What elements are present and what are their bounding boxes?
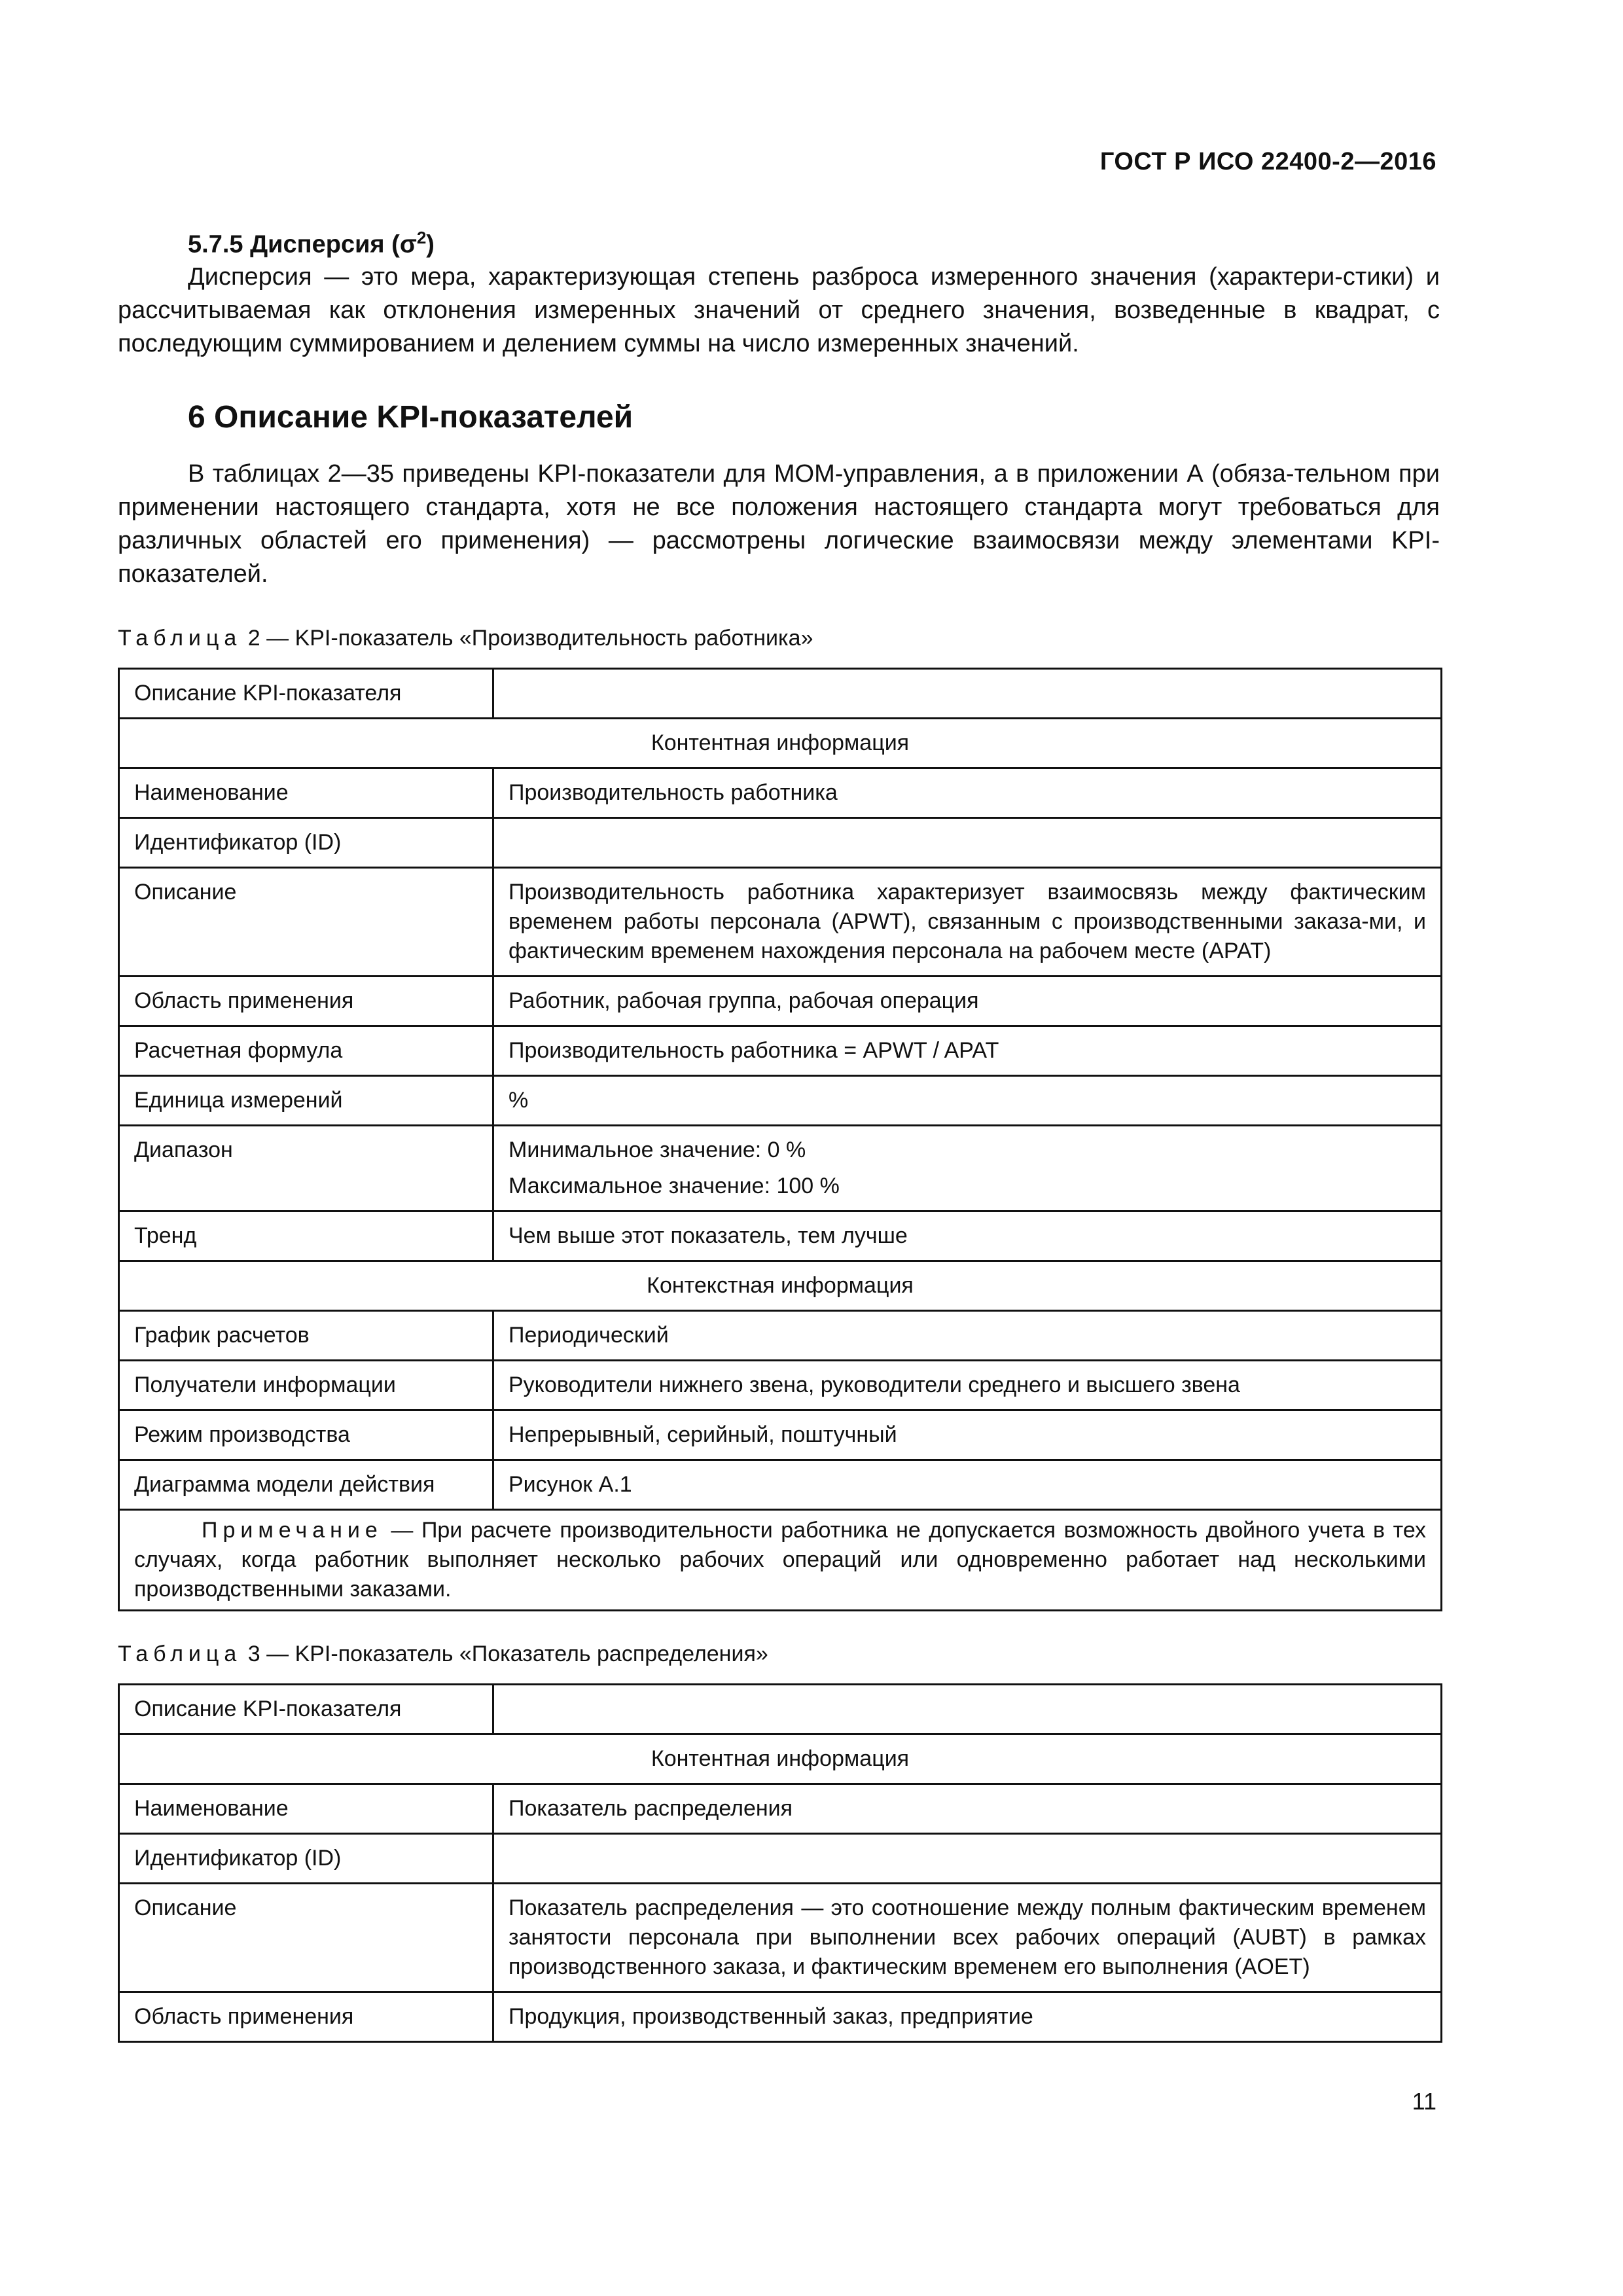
row-label: Описание KPI-показателя — [119, 1685, 493, 1734]
table-row — [119, 719, 1442, 768]
row-label: Диапазон — [119, 1126, 493, 1211]
row-value: Производительность работника характеризует взаимосвязь между фактическим временем работы персонала (APWT), связанным с производственными заказа-ми, и фактическим временем нахождения персонала на рабочем месте (APAT) — [493, 868, 1442, 977]
table-row — [119, 1460, 1442, 1510]
row-label: Режим производства — [119, 1410, 493, 1460]
row-value: Показатель распределения — [493, 1784, 1442, 1834]
section-6 — [118, 399, 1440, 591]
section-6-text: В таблицах 2—35 приведены KPI-показатели для MOM-управления, а в приложении А (обяза-тельном при применении настоящего стандарта, хотя не все положения настоящего стандарта могут требоваться для различных областей его применения) — рассмотрены логические взаимосвязи между элементами KPI-показателей. — [118, 460, 1440, 588]
table-row — [119, 669, 1442, 719]
row-value: Периодический — [493, 1311, 1442, 1361]
table-row — [119, 1734, 1442, 1784]
page-number: 11 — [1412, 2088, 1436, 2115]
row-label: Область применения — [119, 977, 493, 1026]
section-5-7-5 — [118, 228, 1440, 361]
row-label: Описание — [119, 1884, 493, 1992]
standard-header: ГОСТ Р ИСО 22400-2—2016 — [1099, 148, 1436, 175]
table-row — [119, 1126, 1442, 1211]
row-value — [493, 669, 1442, 719]
table-note — [119, 1510, 1442, 1611]
row-label: Получатели информации — [119, 1361, 493, 1410]
row-label: Область применения — [119, 1992, 493, 2042]
row-value: Работник, рабочая группа, рабочая операция — [493, 977, 1442, 1026]
table-row — [119, 1884, 1442, 1992]
range-max: Максимальное значение: 100 % — [508, 1174, 840, 1198]
table-row — [119, 818, 1442, 868]
section-row-context-info: Контекстная информация — [119, 1261, 1442, 1311]
row-value: Руководители нижнего звена, руководители среднего и высшего звена — [493, 1361, 1442, 1410]
row-value: Продукция, производственный заказ, предприятие — [493, 1992, 1442, 2042]
table-row — [119, 1311, 1442, 1361]
row-value — [493, 1126, 1442, 1211]
row-label: Наименование — [119, 1784, 493, 1834]
table-row — [119, 1076, 1442, 1126]
row-value: % — [493, 1076, 1442, 1126]
row-value: Непрерывный, серийный, поштучный — [493, 1410, 1442, 1460]
row-label: Описание KPI-показателя — [119, 669, 493, 719]
row-label: Идентификатор (ID) — [119, 818, 493, 868]
row-value: Чем выше этот показатель, тем лучше — [493, 1211, 1442, 1261]
table-2-caption: Таблица 2 — KPI-показатель «Производительность работника» — [118, 626, 813, 651]
note-label: Примечание — [202, 1518, 383, 1543]
table-row — [119, 868, 1442, 977]
section-6-title: 6 Описание KPI-показателей — [188, 400, 633, 435]
table-row — [119, 1361, 1442, 1410]
table-row — [119, 1026, 1442, 1076]
range-min: Минимальное значение: 0 % — [508, 1138, 806, 1162]
row-value — [493, 1685, 1442, 1734]
row-value: Производительность работника — [493, 768, 1442, 818]
row-label: Идентификатор (ID) — [119, 1834, 493, 1884]
table-3-caption: Таблица 3 — KPI-показатель «Показатель распределения» — [118, 1641, 768, 1666]
row-value: Показатель распределения — это соотношение между полным фактическим временем занятости персонала при выполнении всех рабочих операций (AUBT) в рамках производственного заказа, и фактическим временем его выполнения (AOET) — [493, 1884, 1442, 1992]
row-label: Диаграмма модели действия — [119, 1460, 493, 1510]
table-row — [119, 768, 1442, 818]
section-5-7-5-title: 5.7.5 Дисперсия $(\sigma^2)$ — [188, 228, 435, 259]
table-row — [119, 977, 1442, 1026]
table-row — [119, 1410, 1442, 1460]
row-label: Наименование — [119, 768, 493, 818]
row-label: Единица измерений — [119, 1076, 493, 1126]
row-value — [493, 1834, 1442, 1884]
table-row — [119, 1685, 1442, 1734]
table-3 — [118, 1683, 1442, 2043]
table-row — [119, 1261, 1442, 1311]
table-row — [119, 1784, 1442, 1834]
row-value: Производительность работника = APWT / APAT — [493, 1026, 1442, 1076]
row-label: Расчетная формула — [119, 1026, 493, 1076]
section-5-7-5-text: Дисперсия — это мера, характеризующая степень разброса измеренного значения (характери-стики) и рассчитываемая как отклонения измеренных значений от среднего значения, возведенные в квадрат, с последующим суммированием и делением суммы на число измеренных значений. — [118, 262, 1440, 357]
section-row-content-info: Контентная информация — [119, 719, 1442, 768]
note-text: — При расчете производительности работника не допускается возможность двойного учета в тех случаях, когда работник выполняет несколько рабочих операций или одновременно работает над несколькими производственными заказами. — [134, 1518, 1426, 1602]
table-2 — [118, 668, 1442, 1611]
row-label: Описание — [119, 868, 493, 977]
row-value: Рисунок А.1 — [493, 1460, 1442, 1510]
table-row — [119, 1834, 1442, 1884]
row-label: График расчетов — [119, 1311, 493, 1361]
row-value — [493, 818, 1442, 868]
table-row — [119, 1211, 1442, 1261]
table-row — [119, 1992, 1442, 2042]
section-row-content-info: Контентная информация — [119, 1734, 1442, 1784]
row-label: Тренд — [119, 1211, 493, 1261]
table-row — [119, 1510, 1442, 1611]
